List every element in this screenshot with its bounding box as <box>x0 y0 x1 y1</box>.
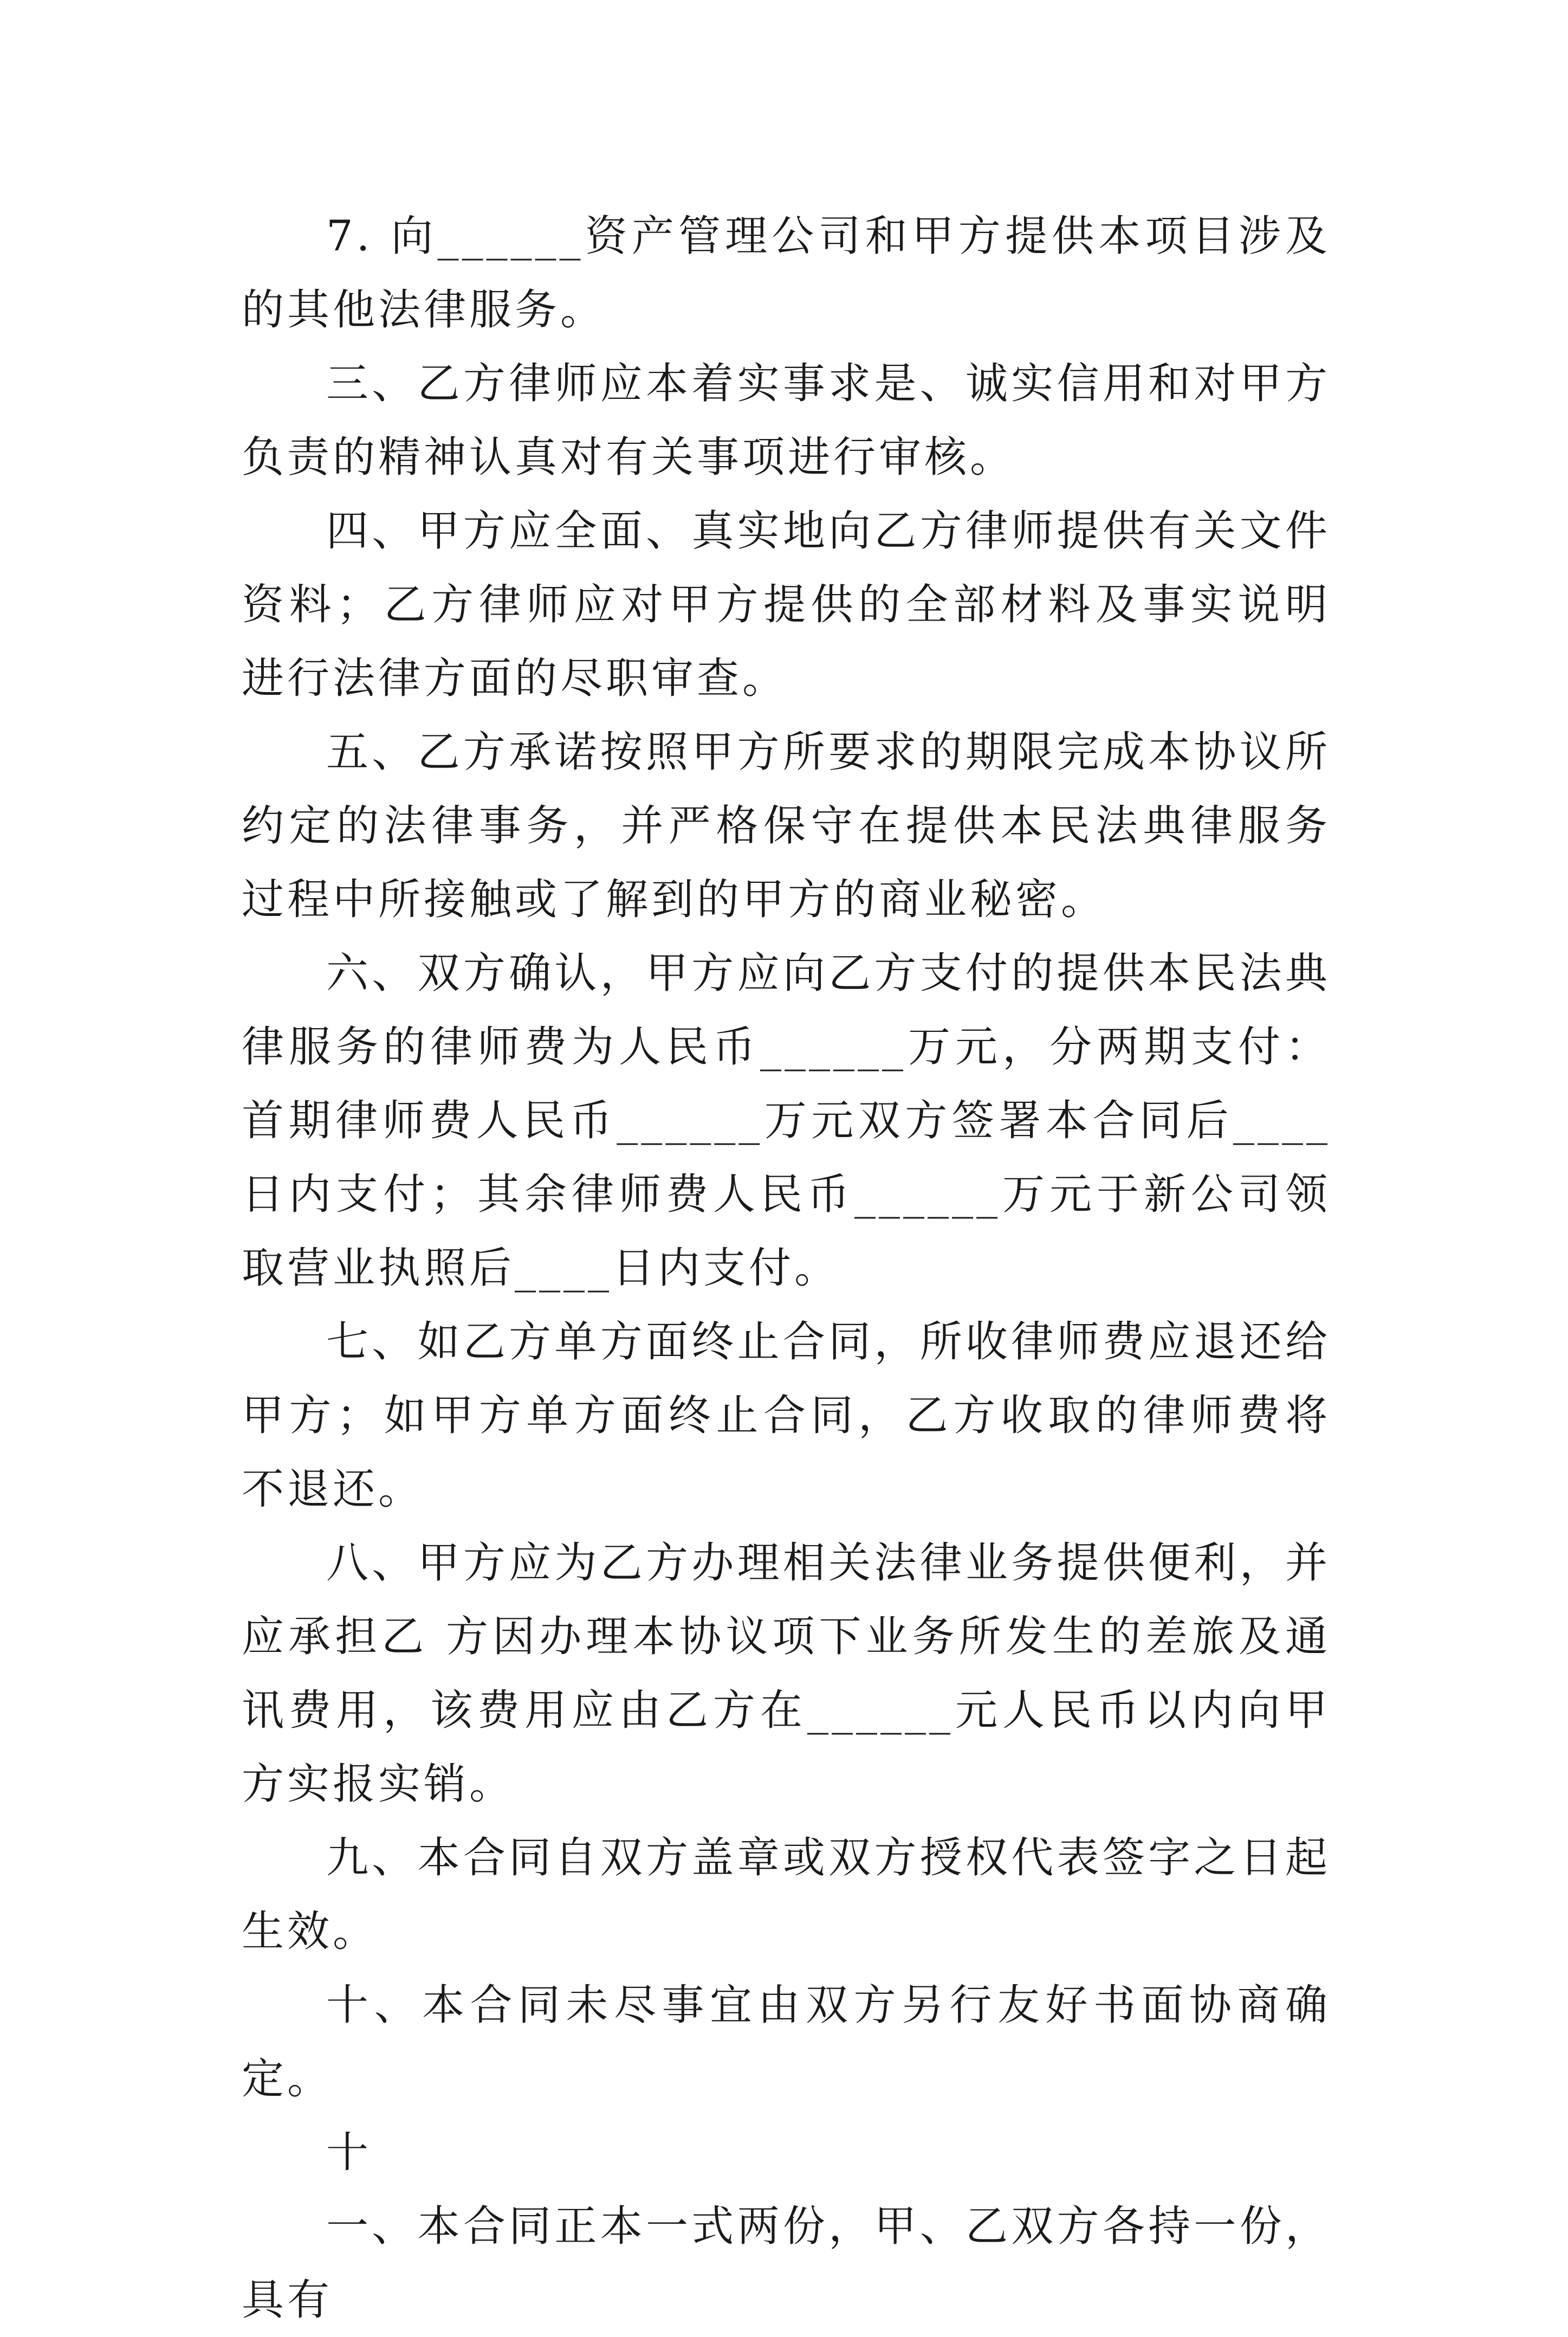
contract-body <box>242 199 1331 2337</box>
paragraph-clause-4: 四、甲方应全面、真实地向乙方律师提供有关文件资料；乙方律师应对甲方提供的全部材料及事实说明进行法律方面的尽职审查。 <box>242 507 1331 703</box>
paragraph-clause-3: 三、乙方律师应本着实事求是、诚实信用和对甲方负责的精神认真对有关事项进行审核。 <box>242 359 1331 482</box>
paragraph-clause-9: 九、本合同自双方盖章或双方授权代表签字之日起生效。 <box>242 1834 1331 1956</box>
paragraph-clause-11: 一、本合同正本一式两份，甲、乙双方各持一份，具有 <box>242 2202 1331 2325</box>
paragraph-clause-8: 八、甲方应为乙方办理相关法律业务提供便利，并应承担乙 方因办理本协议项下业务所发生的差旅及通讯费用，该费用应由乙方在______元人民币以内向甲方实报实销。 <box>242 1539 1331 1809</box>
paragraph-clause-5: 五、乙方承诺按照甲方所要求的期限完成本协议所约定的法律事务，并严格保守在提供本民法典律服务过程中所接触或了解到的甲方的商业秘密。 <box>242 728 1331 924</box>
paragraph-clause-7: 七、如乙方单方面终止合同，所收律师费应退还给甲方；如甲方单方面终止合同，乙方收取的律师费将不退还。 <box>242 1318 1331 1514</box>
paragraph-clause-11-heading: 十 <box>326 2128 372 2177</box>
paragraph-clause-10: 十、本合同未尽事宜由双方另行友好书面协商确定。 <box>242 1981 1331 2103</box>
paragraph-item-7: 7. 向______资产管理公司和甲方提供本项目涉及的其他法律服务。 <box>242 212 1331 334</box>
paragraph-clause-6: 六、双方确认，甲方应向乙方支付的提供本民法典律服务的律师费为人民币______万元，分两期支付：首期律师费人民币______万元双方签署本合同后____日内支付；其余律师费人民币______万元于新公司领取营业执照后____日内支付。 <box>242 949 1331 1293</box>
